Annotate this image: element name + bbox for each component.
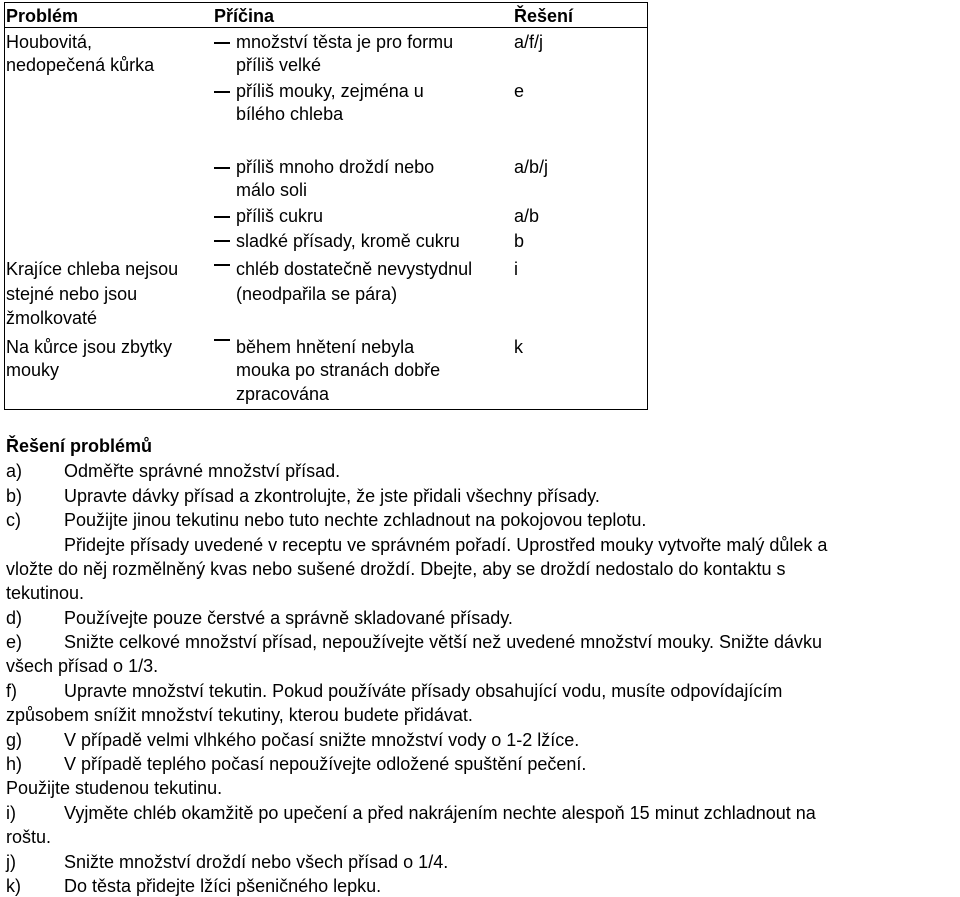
cause-text: málo soli xyxy=(236,180,308,200)
table-border-top xyxy=(4,2,648,3)
header-solution: Řešení xyxy=(514,6,574,26)
item-text: Snižte množství droždí nebo všech přísad o 1/4. xyxy=(64,852,449,872)
item-marker: a) xyxy=(6,461,23,481)
item-text: vložte do něj rozmělněný kvas nebo sušené droždí. Dbejte, aby se droždí nedostalo do kontaktu s xyxy=(6,559,786,579)
item-marker: k) xyxy=(6,876,21,896)
cause-text: během hnětení nebyla xyxy=(236,337,415,357)
section-title: Řešení problémů xyxy=(6,436,153,456)
cause-text: sladké přísady, kromě cukru xyxy=(236,231,460,251)
cause-text: (neodpařila se pára) xyxy=(236,284,398,304)
item-text: Vyjměte chléb okamžitě po upečení a před nakrájením nechte alespoň 15 minut zchladnout na xyxy=(64,803,816,823)
solution-code: i xyxy=(514,259,518,279)
item-marker: b) xyxy=(6,486,23,506)
solution-code: a/b xyxy=(514,206,540,226)
item-text: Používejte pouze čerstvé a správně skladované přísady. xyxy=(64,608,513,628)
problem-text: mouky xyxy=(6,360,60,380)
solution-code: a/f/j xyxy=(514,32,544,52)
bullet-dash xyxy=(214,42,230,44)
bullet-dash xyxy=(214,264,230,266)
item-text: Přidejte přísady uvedené v receptu ve správném pořadí. Uprostřed mouky vytvořte malý důlek a xyxy=(64,535,828,555)
solution-code: k xyxy=(514,337,523,357)
item-marker: d) xyxy=(6,608,23,628)
problem-text: Houbovitá, xyxy=(6,32,93,52)
item-text: Upravte dávky přísad a zkontrolujte, že jste přidali všechny přísady. xyxy=(64,486,600,506)
bullet-dash xyxy=(214,240,230,242)
problem-text: Krajíce chleba nejsou xyxy=(6,259,179,279)
cause-text: příliš mnoho droždí nebo xyxy=(236,157,435,177)
item-text: Použijte jinou tekutinu nebo tuto nechte zchladnout na pokojovou teplotu. xyxy=(64,510,647,530)
cause-text: příliš mouky, zejména u xyxy=(236,81,424,101)
header-cause: Příčina xyxy=(214,6,275,26)
item-marker: j) xyxy=(6,852,16,872)
bullet-dash xyxy=(214,91,230,93)
problem-text: nedopečená kůrka xyxy=(6,55,155,75)
cause-text: bílého chleba xyxy=(236,104,344,124)
cause-text: množství těsta je pro formu xyxy=(236,32,454,52)
cause-text: mouka po stranách dobře xyxy=(236,360,441,380)
table-border-left xyxy=(4,2,5,410)
cause-text: příliš cukru xyxy=(236,206,324,226)
problem-text: žmolkovaté xyxy=(6,308,98,328)
problem-text: Na kůrce jsou zbytky xyxy=(6,337,173,357)
item-text: všech přísad o 1/3. xyxy=(6,656,159,676)
item-text: Snižte celkové množství přísad, nepoužívejte větší než uvedené množství mouky. Snižte dávku xyxy=(64,632,823,652)
item-marker: e) xyxy=(6,632,23,652)
header-problem: Problém xyxy=(6,6,79,26)
item-marker: h) xyxy=(6,754,23,774)
bullet-dash xyxy=(214,167,230,169)
table-border-header-bottom xyxy=(4,27,648,28)
table-border-right xyxy=(647,2,648,410)
bullet-dash xyxy=(214,339,230,341)
solution-code: e xyxy=(514,81,525,101)
item-marker: i) xyxy=(6,803,16,823)
item-text: Použijte studenou tekutinu. xyxy=(6,778,223,798)
item-text: Upravte množství tekutin. Pokud používáte přísady obsahující vodu, musíte odpovídajícím xyxy=(64,681,783,701)
item-text: V případě teplého počasí nepoužívejte odložené spuštění pečení. xyxy=(64,754,587,774)
item-marker: f) xyxy=(6,681,17,701)
item-text: tekutinou. xyxy=(6,583,85,603)
solution-code: b xyxy=(514,231,525,251)
table-border-bottom xyxy=(4,409,648,410)
item-text: Odměřte správné množství přísad. xyxy=(64,461,341,481)
item-text: způsobem snížit množství tekutiny, kterou budete přidávat. xyxy=(6,705,473,725)
item-marker: g) xyxy=(6,730,23,750)
item-text: V případě velmi vlhkého počasí snižte množství vody o 1-2 lžíce. xyxy=(64,730,580,750)
solution-code: a/b/j xyxy=(514,157,549,177)
item-marker: c) xyxy=(6,510,21,530)
item-text: roštu. xyxy=(6,827,52,847)
problem-text: stejné nebo jsou xyxy=(6,284,138,304)
cause-text: zpracována xyxy=(236,384,330,404)
cause-text: chléb dostatečně nevystydnul xyxy=(236,259,473,279)
item-text: Do těsta přidejte lžíci pšeničného lepku. xyxy=(64,876,382,896)
cause-text: příliš velké xyxy=(236,55,322,75)
bullet-dash xyxy=(214,216,230,218)
